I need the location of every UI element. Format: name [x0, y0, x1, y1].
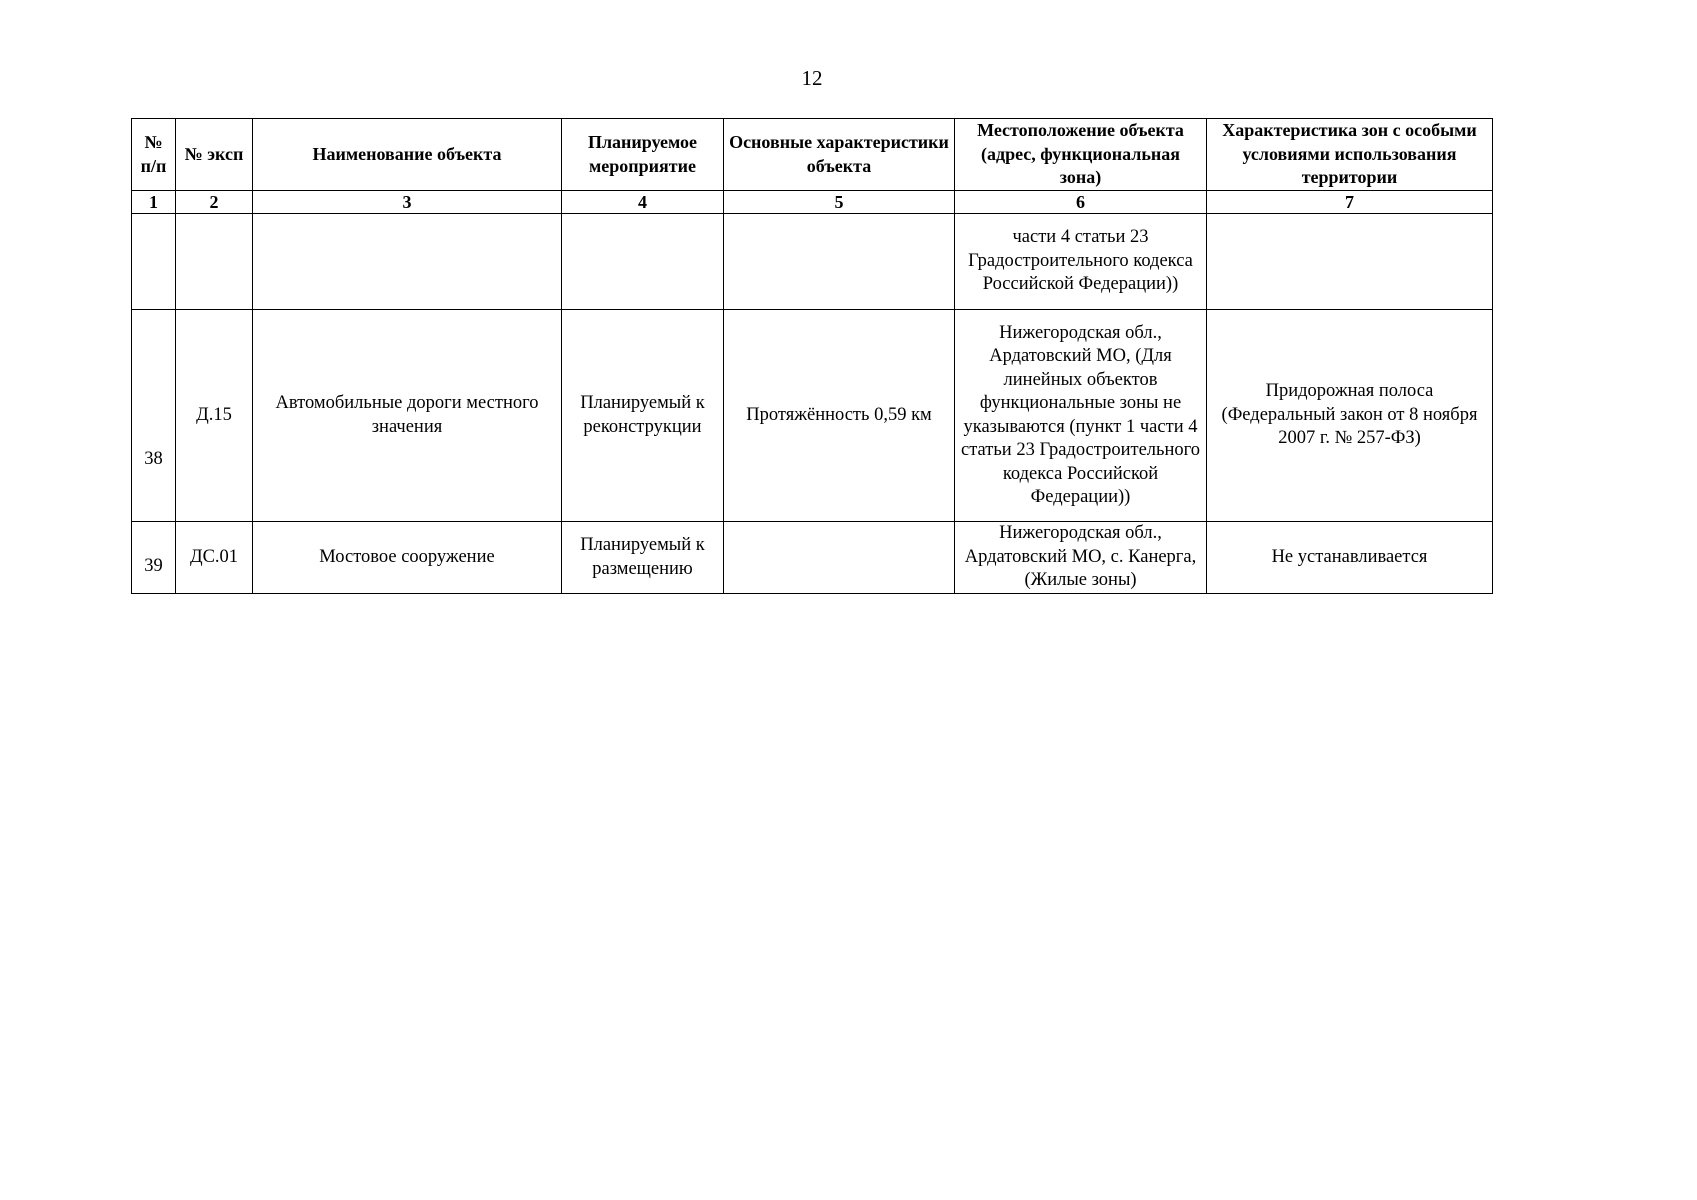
- cell-exp-number: Д.15: [176, 310, 253, 522]
- header-object-name: Наименование объекта: [253, 119, 562, 191]
- cell-planned-action: [562, 214, 724, 310]
- table-row: [132, 310, 1493, 522]
- header-location: Местоположение объекта (адрес, функциональная зона): [955, 119, 1207, 191]
- cell-row-number: 38: [132, 310, 176, 522]
- header-zones: Характеристика зон с особыми условиями использования территории: [1207, 119, 1493, 191]
- cell-characteristics: Протяжённость 0,59 км: [724, 310, 955, 522]
- column-number-row: [132, 191, 1493, 214]
- cell-exp-number: [176, 214, 253, 310]
- header-characteristics: Основные характеристики объекта: [724, 119, 955, 191]
- header-row-number: № п/п: [132, 119, 176, 191]
- header-exp-number: № эксп: [176, 119, 253, 191]
- cell-object-name: [253, 214, 562, 310]
- cell-zones: [1207, 214, 1493, 310]
- column-number: 1: [132, 191, 176, 214]
- cell-characteristics: [724, 214, 955, 310]
- cell-characteristics: [724, 522, 955, 594]
- column-number: 4: [562, 191, 724, 214]
- column-number: 7: [1207, 191, 1493, 214]
- header-planned-action: Планируемое мероприятие: [562, 119, 724, 191]
- cell-row-number: 39: [132, 522, 176, 594]
- cell-location: части 4 статьи 23 Градостроительного кодекса Российской Федерации)): [955, 214, 1207, 310]
- cell-object-name: Автомобильные дороги местного значения: [253, 310, 562, 522]
- page-number: 12: [801, 66, 823, 90]
- column-number: 5: [724, 191, 955, 214]
- table-row: [132, 522, 1493, 594]
- cell-location: Нижегородская обл., Ардатовский МО, (Для линейных объектов функциональные зоны не указываются (пункт 1 части 4 статьи 23 Градостроительного кодекса Российской Федерации)): [955, 310, 1207, 522]
- cell-planned-action: Планируемый к реконструкции: [562, 310, 724, 522]
- table-row: [132, 214, 1493, 310]
- cell-row-number: [132, 214, 176, 310]
- column-number: 2: [176, 191, 253, 214]
- column-number: 6: [955, 191, 1207, 214]
- cell-planned-action: Планируемый к размещению: [562, 522, 724, 594]
- cell-zones: Не устанавливается: [1207, 522, 1493, 594]
- cell-object-name: Мостовое сооружение: [253, 522, 562, 594]
- cell-location: Нижегородская обл., Ардатовский МО, с. Канерга, (Жилые зоны): [955, 522, 1207, 594]
- objects-table: [131, 118, 1493, 594]
- table-header-row: [132, 119, 1493, 191]
- column-number: 3: [253, 191, 562, 214]
- cell-exp-number: ДС.01: [176, 522, 253, 594]
- cell-zones: Придорожная полоса (Федеральный закон от 8 ноября 2007 г. № 257-ФЗ): [1207, 310, 1493, 522]
